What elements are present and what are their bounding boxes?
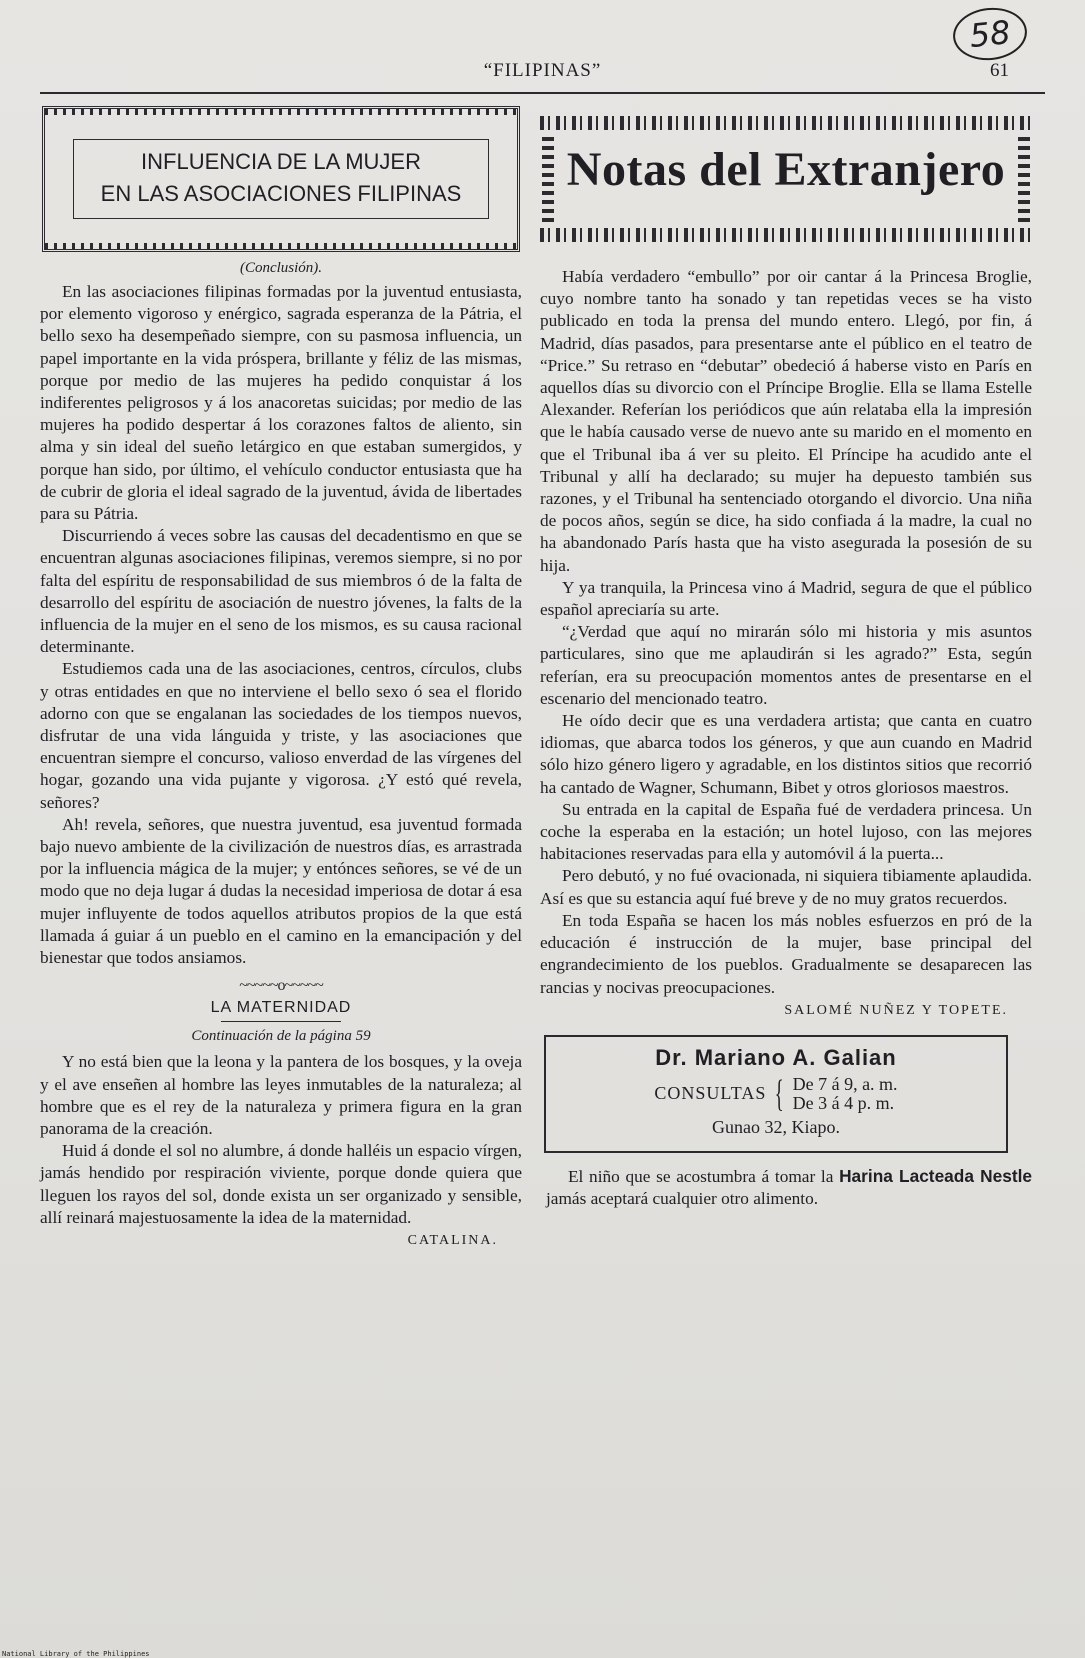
maternidad-paragraph: Y no está bien que la leona y la pantera de los bosques, y la oveja y el ave enseñen al hombre las leyes inmutables de la naturaleza; al hombre que es el rey de la naturaleza y primera figura en la gran panorama de la creación.: [40, 1052, 522, 1138]
notas-title: Notas del Extranjero: [566, 143, 1006, 196]
frame-ornament: [1018, 136, 1030, 222]
section-ornament: ~~~~~o~~~~~: [239, 977, 323, 995]
maternidad-body: [40, 1051, 522, 1229]
hours-afternoon: De 3 á 4 p. m.: [792, 1092, 895, 1113]
running-title: “FILIPINAS”: [483, 60, 602, 81]
nestle-text-before: El niño que se acostumbra á tomar la: [568, 1166, 834, 1186]
nestle-advertisement: [546, 1165, 1032, 1210]
frame-ornament: [542, 136, 554, 222]
library-credit: National Library of the Philippines: [2, 1650, 150, 1658]
article-paragraph: Ah! revela, señores, que nuestra juventud, esa juventud formada bajo nuevo ambiente de la civilización de nuestros días, es arrastrada por la influencia mágica de la mujer; y entónces señores, se vé de un modo que no deja lugar á dudas la necesidad imperiosa de dotar á esa mujer influyente de todos aquellos atributos propios de la que está llamada á guiar á un pueblo en el camino en la emancipación y del bienestar que todos ansiamos.: [40, 814, 522, 968]
right-column: [540, 106, 1032, 1210]
notas-paragraph: He oído decir que es una verdadera artista; que canta en cuatro idiomas, que abarca todos los géneros, y que aun cuando en Madrid sólo hizo género ligero y agradable, en los distintos sitios que recorrió ha cantado de Wagner, Schumann, Bibet y otros gloriosos maestros.: [540, 711, 1032, 797]
hours-list: [793, 1075, 898, 1113]
doctor-name: Dr. Mariano A. Galian: [655, 1044, 897, 1070]
handwritten-folio-number: 58: [950, 4, 1029, 63]
article-body: [40, 281, 522, 969]
notas-paragraph: Su entrada en la capital de España fué de verdadera princesa. Un coche la esperaba en la estación; un hotel lujoso, con las mejores habitaciones reservadas para ella y automóvil á la puerta...: [540, 799, 1032, 864]
article-title-frame: [42, 106, 520, 252]
article-paragraph: Estudiemos cada una de las asociaciones, centros, círculos, clubs y otras entidades en que no interviene el bello sexo ó sea el florido adorno con que se engalanan las sociedades de los tiempos nuevos, disfrutar de una vida lánguida y triste, y las asociaciones que encuentran siempre el concurso, valioso enverdad de las vírgenes del hogar, gozando una vida pujante y vigorosa. ¿Y estó qué revela, señores?: [40, 659, 522, 812]
article-title-line-2: EN LAS ASOCIACIONES FILIPINAS: [100, 181, 462, 206]
nestle-text: [546, 1165, 1032, 1210]
page-number: 61: [990, 60, 1009, 81]
author-signature: CATALINA.: [407, 1232, 498, 1248]
article-paragraph: Discurriendo á veces sobre las causas del decadentismo en que se encuentran algunas asociaciones filipinas, veremos siempre, si no por falta del espíritu de responsabilidad de sus miembros ó de la falta de desarrollo del espíritu de asociación de nuestro jóvenes, la falts de la influencia de la mujer en el seno de los mismos, es su causa racional determinante.: [40, 526, 522, 657]
notas-title-frame: [540, 106, 1032, 256]
continuation-note: Continuación de la página 59: [191, 1028, 371, 1045]
article-title: [73, 139, 489, 219]
author-signature: SALOMÉ NUÑEZ Y TOPETE.: [784, 1002, 1008, 1018]
page-header: [40, 12, 1045, 94]
notas-paragraph: “¿Verdad que aquí no mirarán sólo mi historia y mis asuntos particulares, sino que me aplaudirán si les agrado?” Esta, según referían, era su preocupación momentos antes de presentarse en el escenario del mencionado teatro.: [540, 622, 1032, 708]
doctor-address: Gunao 32, Kiapo.: [712, 1116, 840, 1137]
notas-paragraph: Pero debutó, y no fué ovacionada, ni siquiera tibiamente aplaudida. Así es que su estancia aquí fué breve y de no muy gratos recuerdos.: [540, 866, 1032, 908]
brace-icon: {: [774, 1072, 785, 1115]
consultation-hours: [546, 1072, 1006, 1115]
notas-paragraph: En toda España se hacen los más nobles esfuerzos en pró de la educación é instrucción de la mujer, base principal del engrandecimiento de los pueblos. Gradualmente se desaparecen las rancias y nocivas preocupaciones.: [540, 910, 1032, 997]
maternidad-paragraph: Huid á donde el sol no alumbre, á donde halléis un espacio vírgen, jamás hendido por respiración viviente, porque donde quiera que lleguen los rayos del sol, donde exista un ser organizado y sensible, allí reinará majestuosamente la idea de la maternidad.: [40, 1141, 522, 1227]
doctor-advertisement: [544, 1035, 1008, 1153]
hours-morning: De 7 á 9, a. m.: [792, 1073, 898, 1094]
nestle-brand: Harina Lacteada Nestle: [839, 1165, 1032, 1186]
notas-paragraph: Había verdadero “embullo” por oir cantar á la Princesa Broglie, cuyo nombre tanto ha sonado y tan repetidas veces se ha visto publicado en toda la prensa del mundo entero. Llegó, por fin, á Madrid, días pasados, para presentarse ante el público en el teatro de “Price.” Su retraso en “debutar” obedeció á haberse visto en París en aquellos días su divorcio con el Príncipe Broglie. Ella se llama Estelle Alexander. Referían los periódicos que aún relataba ella la impresión que le había causado verse de nuevo ante su marido en el momento en que el Tribunal iba á ver su pleito. El Príncipe ha acudido ante el Tribunal y allí ha declarado; su mujer ha depuesto también sus razones, y el Tribunal ha sentenciado otorgando el divorcio. Una niña de pocos años, según se dice, ha sido confiada á la madre, la cual no ha abandonado París hasta que ha visto asegurada la posesión de su hija.: [540, 267, 1032, 575]
article-subtitle: (Conclusión).: [239, 260, 323, 276]
section-title: LA MATERNIDAD: [210, 999, 352, 1017]
left-column: [40, 106, 522, 1249]
consultas-label: CONSULTAS: [654, 1083, 767, 1104]
notas-paragraph: Y ya tranquila, la Princesa vino á Madrid, segura de que el público español apreciaría su arte.: [540, 577, 1032, 620]
article-title-line-1: INFLUENCIA DE LA MUJER: [141, 149, 421, 174]
section-rule: [221, 1021, 341, 1022]
article-paragraph: En las asociaciones filipinas formadas por la juventud entusiasta, por elemento vigoroso y enérgico, sagrada esperanza de la Pátria, el bello sexo ha desempeñado siempre, con su pasmosa influencia, un papel importante en la vida próspera, brillante y féliz de las mismas, porque por medio de las mujeres ha pedido conquistar á los indiferentes peligrosos y á los anacoretas suicidas; por medio de las mujeres ha podido despertar á los corazones faltos de aliento, sin alma y sin ideal del sueño letárgico en que estaban sumergidos, y porque han sido, por último, el vehículo conductor entusiasta que ha de cubrir de gloria el ideal sagrado de la juventud, ávida de libertades para su Pátria.: [40, 282, 522, 524]
notas-body: [540, 266, 1032, 999]
nestle-text-after: jamás aceptará cualquier otro alimento.: [546, 1188, 819, 1208]
